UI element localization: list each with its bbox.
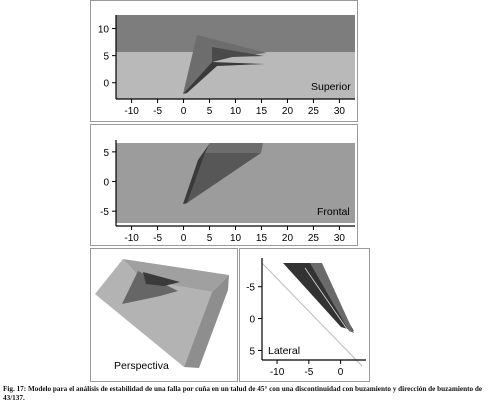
x-tick-label: 25 xyxy=(307,233,319,244)
x-tick-label: 15 xyxy=(255,233,268,244)
x-tick-label: -5 xyxy=(304,367,314,378)
x-tick-label: -10 xyxy=(124,106,139,117)
x-tick-label: 15 xyxy=(255,106,268,117)
x-tick-label: 30 xyxy=(333,106,345,117)
x-tick-label: 0 xyxy=(180,233,187,244)
x-tick-label: -10 xyxy=(124,233,139,244)
panel-perspectiva xyxy=(91,249,238,382)
x-tick-label: -10 xyxy=(269,367,285,378)
panel-lateral xyxy=(240,249,370,382)
panel-frontal xyxy=(91,125,358,246)
x-tick-label: 5 xyxy=(206,233,213,244)
panel-label-frontal: Frontal xyxy=(317,206,350,218)
x-tick-label: 0 xyxy=(180,106,187,117)
y-tick-label: 5 xyxy=(103,147,109,159)
x-tick-label: 20 xyxy=(281,233,294,244)
panel-label-superior: Superior xyxy=(311,81,351,93)
figure-caption: Fig. 17: Modelo para el análisis de estabilidad de una falla por cuña en un talud de 45° con una discontinuidad con buzamiento y dirección de buzamiento de 43/137. xyxy=(3,385,483,402)
y-tick-label: 5 xyxy=(249,346,255,358)
x-tick-label: 10 xyxy=(229,233,242,244)
x-tick-label: -5 xyxy=(153,106,163,117)
wedge-top-face xyxy=(205,143,263,153)
panel-label-perspectiva: Perspectiva xyxy=(114,360,169,372)
y-tick-label: -5 xyxy=(246,282,255,294)
y-tick-label: -5 xyxy=(100,207,109,219)
panel-superior xyxy=(91,1,358,122)
y-tick-label: 0 xyxy=(103,78,109,90)
x-tick-label: 25 xyxy=(307,106,319,117)
x-tick-label: 30 xyxy=(333,233,345,244)
x-tick-label: 20 xyxy=(281,106,294,117)
x-tick-label: 5 xyxy=(206,106,213,117)
y-tick-label: 0 xyxy=(103,177,109,189)
x-tick-label: -5 xyxy=(153,233,163,244)
x-tick-label: 0 xyxy=(337,367,344,378)
panel-label-lateral: Lateral xyxy=(268,345,301,357)
y-tick-label: 5 xyxy=(103,51,109,63)
y-tick-label: 10 xyxy=(97,24,109,36)
x-tick-label: 10 xyxy=(229,106,242,117)
y-tick-label: 0 xyxy=(249,314,255,326)
